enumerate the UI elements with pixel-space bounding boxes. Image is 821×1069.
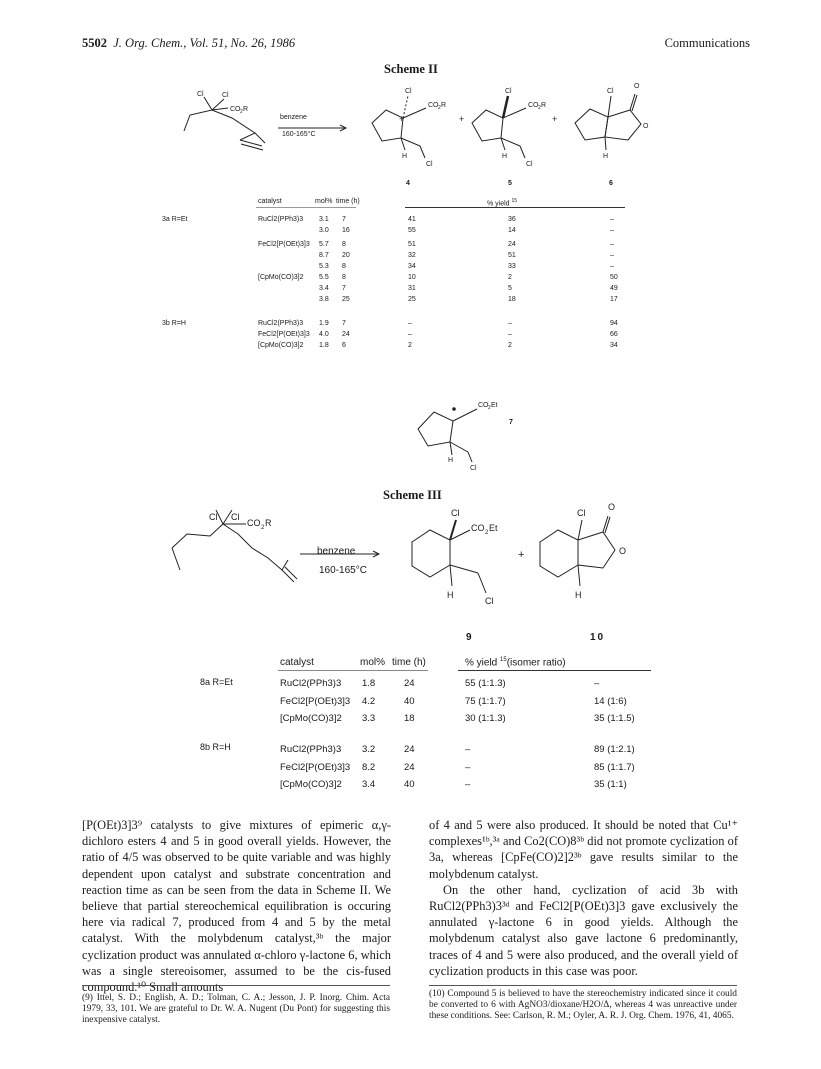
s3-cell-yield-10: 35 (1:1): [594, 779, 627, 790]
radical-dot: [452, 407, 456, 411]
s2-cell-catalyst: FeCl2[P(OEt)3]3: [258, 241, 310, 248]
svg-text:CO: CO: [471, 523, 485, 533]
compound-4-structure: [372, 96, 426, 158]
svg-text:Cl: Cl: [485, 596, 494, 606]
s3-cell-yield-10: 14 (1:6): [594, 696, 627, 707]
s2-cell-time: 7: [342, 216, 346, 223]
s2-cell-time: 8: [342, 241, 346, 248]
body-column-left: [82, 817, 391, 995]
footnote-10: (10) Compound 5 is believed to have the stereochemistry indicated since it could be converted to 6 with AgNO3/dioxane/H2O/Δ, whereas 4 was unreactive under these conditions. See: Carlson, R. M.; Oyler, A. R. J. Org. Chem. 1976, 41, 4065.: [429, 989, 737, 1022]
s2-cell-catalyst: [CpMo(CO)3]2: [258, 342, 304, 349]
body-column-right: [429, 817, 738, 979]
compound-label-7: 7: [509, 419, 513, 426]
svg-text:CO: CO: [478, 402, 489, 409]
svg-text:CO: CO: [428, 102, 439, 109]
svg-text:Cl: Cl: [231, 512, 240, 522]
s2-cell-yield-5: 18: [508, 296, 516, 303]
body-paragraph: [P(OEt)3]3⁹ catalysts to give mixtures of epimeric α,γ-dichloro esters 4 and 5 in good overall yields. However, the ratio of 4/5 was observed to be quite variable and was highly dependent upon catalyst and substrate concentration and reaction time as can be seen from the data in Scheme II. We believe that partial stereochemical equilibration is occuring here via radical 7, produced from 4 and 5 by the metal catalyst. With the molybdenum catalyst,³ᵇ the major cyclization product was annulated α-chloro γ-lactone 6, which was a single stereoisomer, assumed to be the cis-fused compound.¹⁰ Small amounts: [82, 818, 391, 995]
svg-text:+: +: [399, 114, 405, 124]
s2-cell-time: 7: [342, 320, 346, 327]
s2-cell-mol: 5.5: [319, 274, 329, 281]
s2-cell-time: 8: [342, 274, 346, 281]
s2-group-label-3a: 3a R=Et: [162, 216, 188, 223]
s2-cell-yield-6: –: [610, 263, 614, 270]
svg-text:Cl: Cl: [526, 161, 533, 168]
compound-label-6: 6: [609, 180, 613, 187]
s3-cell-time: 40: [404, 779, 415, 790]
svg-text:2: 2: [485, 530, 489, 536]
s2-group-label-3b: 3b R=H: [162, 320, 186, 327]
s3-cell-mol: 3.3: [362, 713, 376, 724]
svg-text:Cl: Cl: [426, 161, 433, 168]
s3-header-time: time (h): [392, 657, 426, 668]
compound-5-structure: [472, 96, 526, 158]
s2-header-mol: mol%: [315, 198, 333, 205]
svg-text:+: +: [518, 549, 525, 561]
svg-text:O: O: [643, 123, 649, 130]
svg-text:Et: Et: [491, 402, 498, 409]
s2-cell-yield-6: –: [610, 252, 614, 259]
scheme-3-reagent: benzene: [317, 546, 356, 557]
svg-text:Cl: Cl: [577, 508, 586, 518]
svg-text:Et: Et: [489, 523, 498, 533]
svg-text:Cl: Cl: [505, 88, 512, 95]
svg-text:Cl: Cl: [222, 92, 229, 99]
s3-cell-yield-9: –: [465, 779, 471, 790]
s3-header-catalyst: catalyst: [280, 657, 314, 668]
svg-text:CO: CO: [528, 102, 539, 109]
s2-cell-yield-4: 55: [408, 227, 416, 234]
compound-label-9: 9: [466, 632, 472, 643]
svg-text:Cl: Cl: [405, 88, 412, 95]
svg-text:+: +: [459, 114, 465, 124]
s3-header-yield: % yield $^{15}$(isomer ratio): [465, 657, 566, 669]
svg-text:2: 2: [261, 525, 265, 531]
s3-cell-mol: 3.2: [362, 744, 376, 755]
compound-10-structure: [540, 516, 615, 586]
s2-cell-yield-4: 32: [408, 252, 416, 259]
s2-cell-time: 7: [342, 285, 346, 292]
s2-cell-mol: 5.7: [319, 241, 329, 248]
s3-cell-yield-9: –: [465, 744, 471, 755]
s2-cell-mol: 4.0: [319, 331, 329, 338]
body-paragraph: On the other hand, cyclization of acid 3b with RuCl2(PPh3)3³ᵈ and FeCl2[P(OEt)3]3 gave exclusively the annulated γ-lactone 6 in good yields. Although the molybdenum catalyst also gave lactone 6 predominantly, traces of 4 and 5 were also produced, and the overall yield of cyclization products in this case was poor.: [429, 882, 738, 978]
svg-text:R: R: [541, 102, 547, 109]
compound-label-10: 10: [590, 632, 606, 643]
svg-text:2: 2: [488, 405, 491, 411]
s3-cell-time: 24: [404, 744, 415, 755]
s2-cell-time: 8: [342, 263, 346, 270]
s2-cell-yield-6: 66: [610, 331, 618, 338]
s2-cell-yield-6: –: [610, 216, 614, 223]
svg-text:H: H: [603, 153, 609, 160]
s2-cell-time: 16: [342, 227, 350, 234]
s3-cell-catalyst: FeCl2[P(OEt)3]3: [280, 762, 351, 773]
s2-cell-mol: 3.8: [319, 296, 329, 303]
s2-cell-yield-6: 34: [610, 342, 618, 349]
s3-cell-catalyst: RuCl2(PPh3)3: [280, 744, 342, 755]
s2-cell-yield-5: 14: [508, 227, 516, 234]
s2-cell-yield-4: 34: [408, 263, 416, 270]
compound-6-structure: [575, 94, 641, 150]
s2-cell-yield-6: –: [610, 241, 614, 248]
s3-cell-yield-10: 85 (1:1.7): [594, 762, 635, 773]
s2-cell-mol: 8.7: [319, 252, 329, 259]
s3-cell-catalyst: [CpMo(CO)3]2: [280, 713, 342, 724]
section-name: Communications: [664, 36, 750, 50]
svg-text:H: H: [575, 590, 582, 600]
s3-cell-time: 40: [404, 696, 415, 707]
s3-cell-yield-10: 89 (1:2.1): [594, 744, 635, 755]
scheme-2-reagent: benzene: [280, 114, 307, 121]
compound-label-4: 4: [406, 180, 410, 187]
s3-cell-yield-10: 35 (1:1.5): [594, 713, 635, 724]
s2-cell-yield-5: 5: [508, 285, 512, 292]
s2-cell-yield-4: 25: [408, 296, 416, 303]
svg-text:Cl: Cl: [451, 508, 460, 518]
s3-cell-catalyst: RuCl2(PPh3)3: [280, 678, 342, 689]
s2-cell-yield-4: 41: [408, 216, 416, 223]
s3-cell-catalyst: [CpMo(CO)3]2: [280, 779, 342, 790]
svg-text:2: 2: [240, 109, 243, 115]
s2-cell-yield-5: 36: [508, 216, 516, 223]
s3-header-mol: mol%: [360, 657, 386, 668]
svg-text:R: R: [243, 106, 249, 113]
s2-cell-yield-4: 31: [408, 285, 416, 292]
svg-text:H: H: [447, 590, 454, 600]
s2-cell-catalyst: RuCl2(PPh3)3: [258, 320, 304, 327]
scheme-2-title: Scheme II: [384, 62, 438, 76]
journal-citation: J. Org. Chem., Vol. 51, No. 26, 1986: [113, 36, 296, 50]
svg-text:Cl: Cl: [197, 91, 204, 98]
s2-cell-yield-4: –: [408, 320, 412, 327]
s2-cell-yield-5: –: [508, 320, 512, 327]
s3-cell-yield-9: –: [465, 762, 471, 773]
s2-cell-time: 24: [342, 331, 350, 338]
svg-text:H: H: [402, 153, 408, 160]
scheme-2-conditions: 160-165°C: [282, 131, 316, 138]
svg-text:Cl: Cl: [607, 88, 614, 95]
scheme-3-title: Scheme III: [383, 488, 442, 502]
svg-text:H: H: [448, 457, 454, 464]
s3-cell-mol: 4.2: [362, 696, 376, 707]
s3-cell-mol: 3.4: [362, 779, 376, 790]
compound-label-5: 5: [508, 180, 512, 187]
s2-cell-catalyst: RuCl2(PPh3)3: [258, 216, 304, 223]
s2-cell-yield-4: 51: [408, 241, 416, 248]
s2-cell-yield-6: 49: [610, 285, 618, 292]
substrate-3-structure: [184, 97, 265, 150]
s2-cell-mol: 3.4: [319, 285, 329, 292]
body-paragraph: of 4 and 5 were also produced. It should be noted that Cu¹⁺ complexes¹ᵇ,³ᵃ and Co2(CO)8³ᵇ did not promote cyclization of 3a, whereas [CpFe(CO)2]2³ᵇ gave results similar to the molybdenum catalyst.: [429, 818, 738, 881]
s3-cell-time: 18: [404, 713, 415, 724]
s2-header-time: time (h): [336, 198, 360, 205]
s2-cell-mol: 1.8: [319, 342, 329, 349]
s3-cell-mol: 8.2: [362, 762, 376, 773]
s3-cell-time: 24: [404, 678, 415, 689]
s2-cell-time: 25: [342, 296, 350, 303]
s2-cell-mol: 3.1: [319, 216, 329, 223]
svg-text:2: 2: [438, 105, 441, 111]
scheme-2-structures: [0, 0, 821, 470]
s2-cell-yield-4: –: [408, 331, 412, 338]
s3-cell-yield-9: 55 (1:1.3): [465, 678, 506, 689]
s2-header-yield: % yield $^{15}$: [487, 198, 518, 208]
scheme-3-conditions: 160-165°C: [319, 565, 367, 576]
s2-cell-yield-4: 10: [408, 274, 416, 281]
svg-text:H: H: [502, 153, 508, 160]
svg-text:Cl: Cl: [209, 512, 218, 522]
s2-cell-yield-5: 51: [508, 252, 516, 259]
svg-text:CO: CO: [230, 106, 241, 113]
s2-cell-yield-6: 17: [610, 296, 618, 303]
scheme-3-structures: [0, 490, 821, 650]
svg-text:O: O: [619, 546, 627, 556]
s2-cell-yield-5: 33: [508, 263, 516, 270]
svg-text:Cl: Cl: [470, 465, 477, 470]
svg-text:O: O: [634, 83, 640, 90]
s3-group-label-8a: 8a R=Et: [200, 677, 233, 687]
s2-cell-yield-6: 50: [610, 274, 618, 281]
svg-text:CO: CO: [247, 518, 261, 528]
s2-cell-yield-5: 2: [508, 274, 512, 281]
s2-cell-mol: 1.9: [319, 320, 329, 327]
svg-text:R: R: [441, 102, 447, 109]
s2-cell-yield-6: 94: [610, 320, 618, 327]
s3-cell-catalyst: FeCl2[P(OEt)3]3: [280, 696, 351, 707]
svg-text:+: +: [552, 114, 558, 124]
footnote-9: (9) Ittel, S. D.; English, A. D.; Tolman, C. A.; Jesson, J. P. Inorg. Chim. Acta 1979, 33, 101. We are grateful to Dr. W. A. Nugent (Du Pont) for suggesting this inexpensive catalyst.: [82, 993, 390, 1026]
s2-cell-time: 20: [342, 252, 350, 259]
svg-text:2: 2: [538, 105, 541, 111]
page-number: 5502: [82, 36, 107, 50]
svg-text:R: R: [265, 518, 272, 528]
s2-cell-catalyst: FeCl2[P(OEt)3]3: [258, 331, 310, 338]
s3-cell-yield-9: 30 (1:1.3): [465, 713, 506, 724]
s3-cell-yield-9: 75 (1:1.7): [465, 696, 506, 707]
s2-cell-yield-5: 24: [508, 241, 516, 248]
s2-cell-yield-4: 2: [408, 342, 412, 349]
s3-cell-yield-10: –: [594, 678, 600, 689]
s2-header-catalyst: catalyst: [258, 198, 282, 205]
s3-group-label-8b: 8b R=H: [200, 742, 231, 752]
s2-cell-yield-5: –: [508, 331, 512, 338]
radical-7-structure: [418, 409, 477, 462]
s2-cell-mol: 3.0: [319, 227, 329, 234]
s2-cell-yield-6: –: [610, 227, 614, 234]
s3-cell-time: 24: [404, 762, 415, 773]
s2-cell-yield-5: 2: [508, 342, 512, 349]
s3-cell-mol: 1.8: [362, 678, 376, 689]
s2-cell-time: 6: [342, 342, 346, 349]
s2-cell-mol: 5.3: [319, 263, 329, 270]
s2-cell-catalyst: [CpMo(CO)3]2: [258, 274, 304, 281]
svg-text:O: O: [608, 502, 616, 512]
